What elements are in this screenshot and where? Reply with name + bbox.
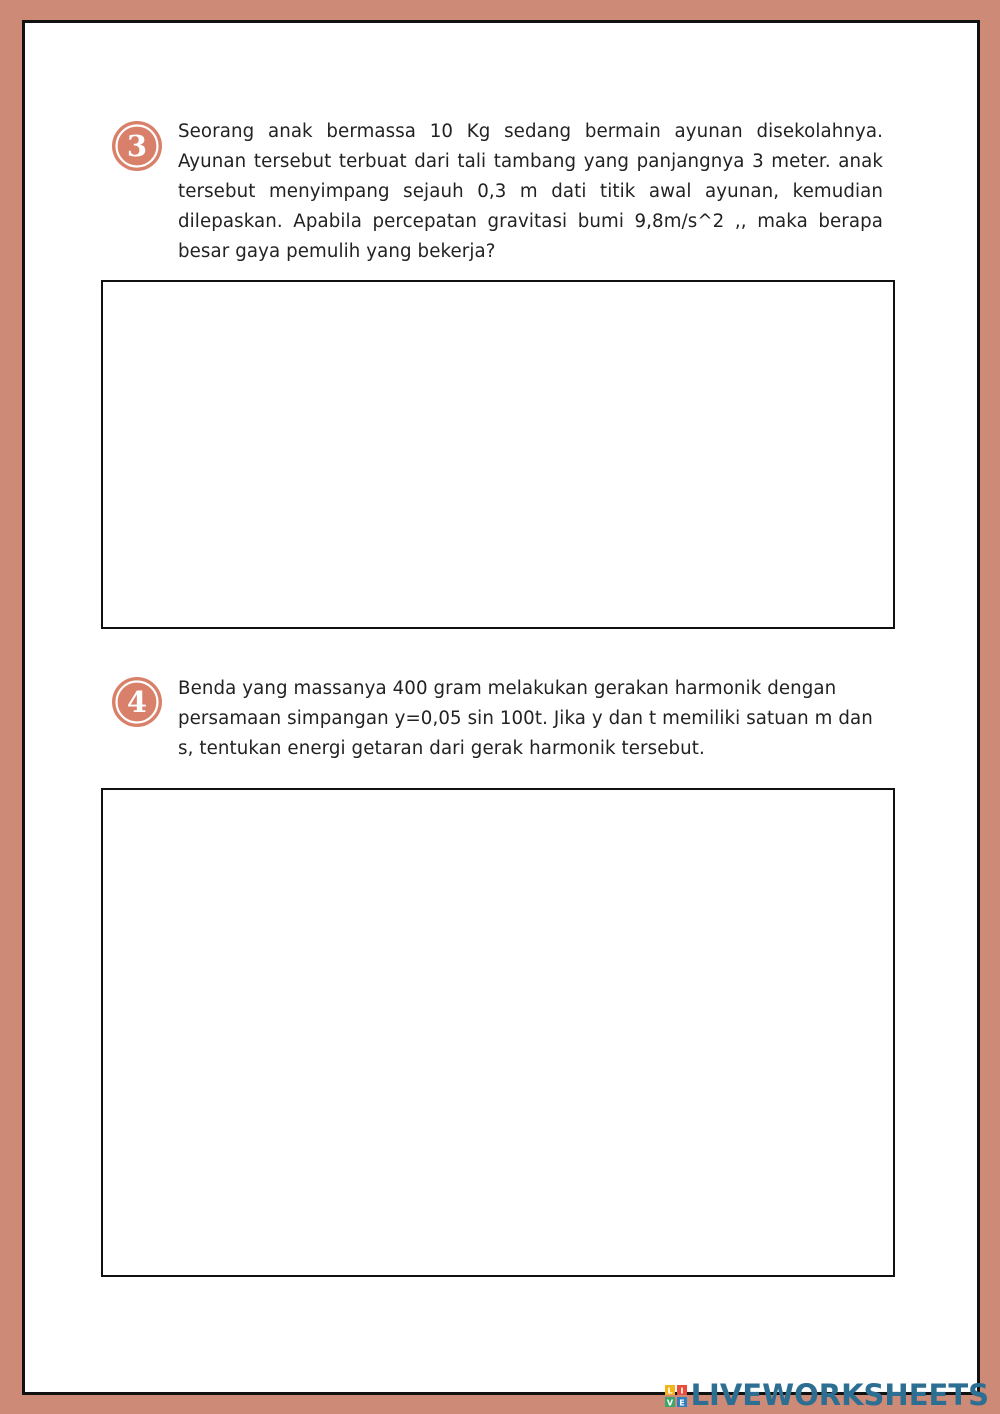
question-number: 4 (126, 685, 148, 719)
brand-name: LIVEWORKSHEETS (690, 1378, 989, 1412)
answer-box-3[interactable] (101, 280, 895, 629)
number-badge-icon (111, 676, 163, 728)
number-badge-icon (111, 120, 163, 172)
liveworksheets-logo (665, 1378, 989, 1412)
answer-box-4[interactable] (101, 788, 895, 1277)
svg-text:V: V (666, 1398, 673, 1407)
question-text: Benda yang massanya 400 gram melakukan gerakan harmonik dengan persamaan simpangan y=0,05 sin 100t. Jika y dan t memiliki satuan m dan s, tentukan energi getaran dari gerak harmonik tersebut. (178, 678, 873, 759)
svg-text:E: E (678, 1398, 685, 1407)
question-text: Seorang anak bermassa 10 Kg sedang bermain ayunan disekolahnya. Ayunan tersebut terbuat dari tali tambang yang panjangnya 3 meter. anak tersebut menyimpang sejauh 0,3 m dati titik awal ayunan, kemudian dilepaskan. Apabila percepatan gravitasi bumi 9,8m/s^2 ,, maka berapa besar gaya pemulih yang bekerja? (178, 121, 883, 262)
question-number: 3 (126, 129, 148, 163)
svg-text:I: I (680, 1386, 684, 1395)
logo-tiles-icon (665, 1385, 687, 1407)
worksheet-page (22, 20, 989, 1412)
svg-text:L: L (667, 1386, 673, 1395)
